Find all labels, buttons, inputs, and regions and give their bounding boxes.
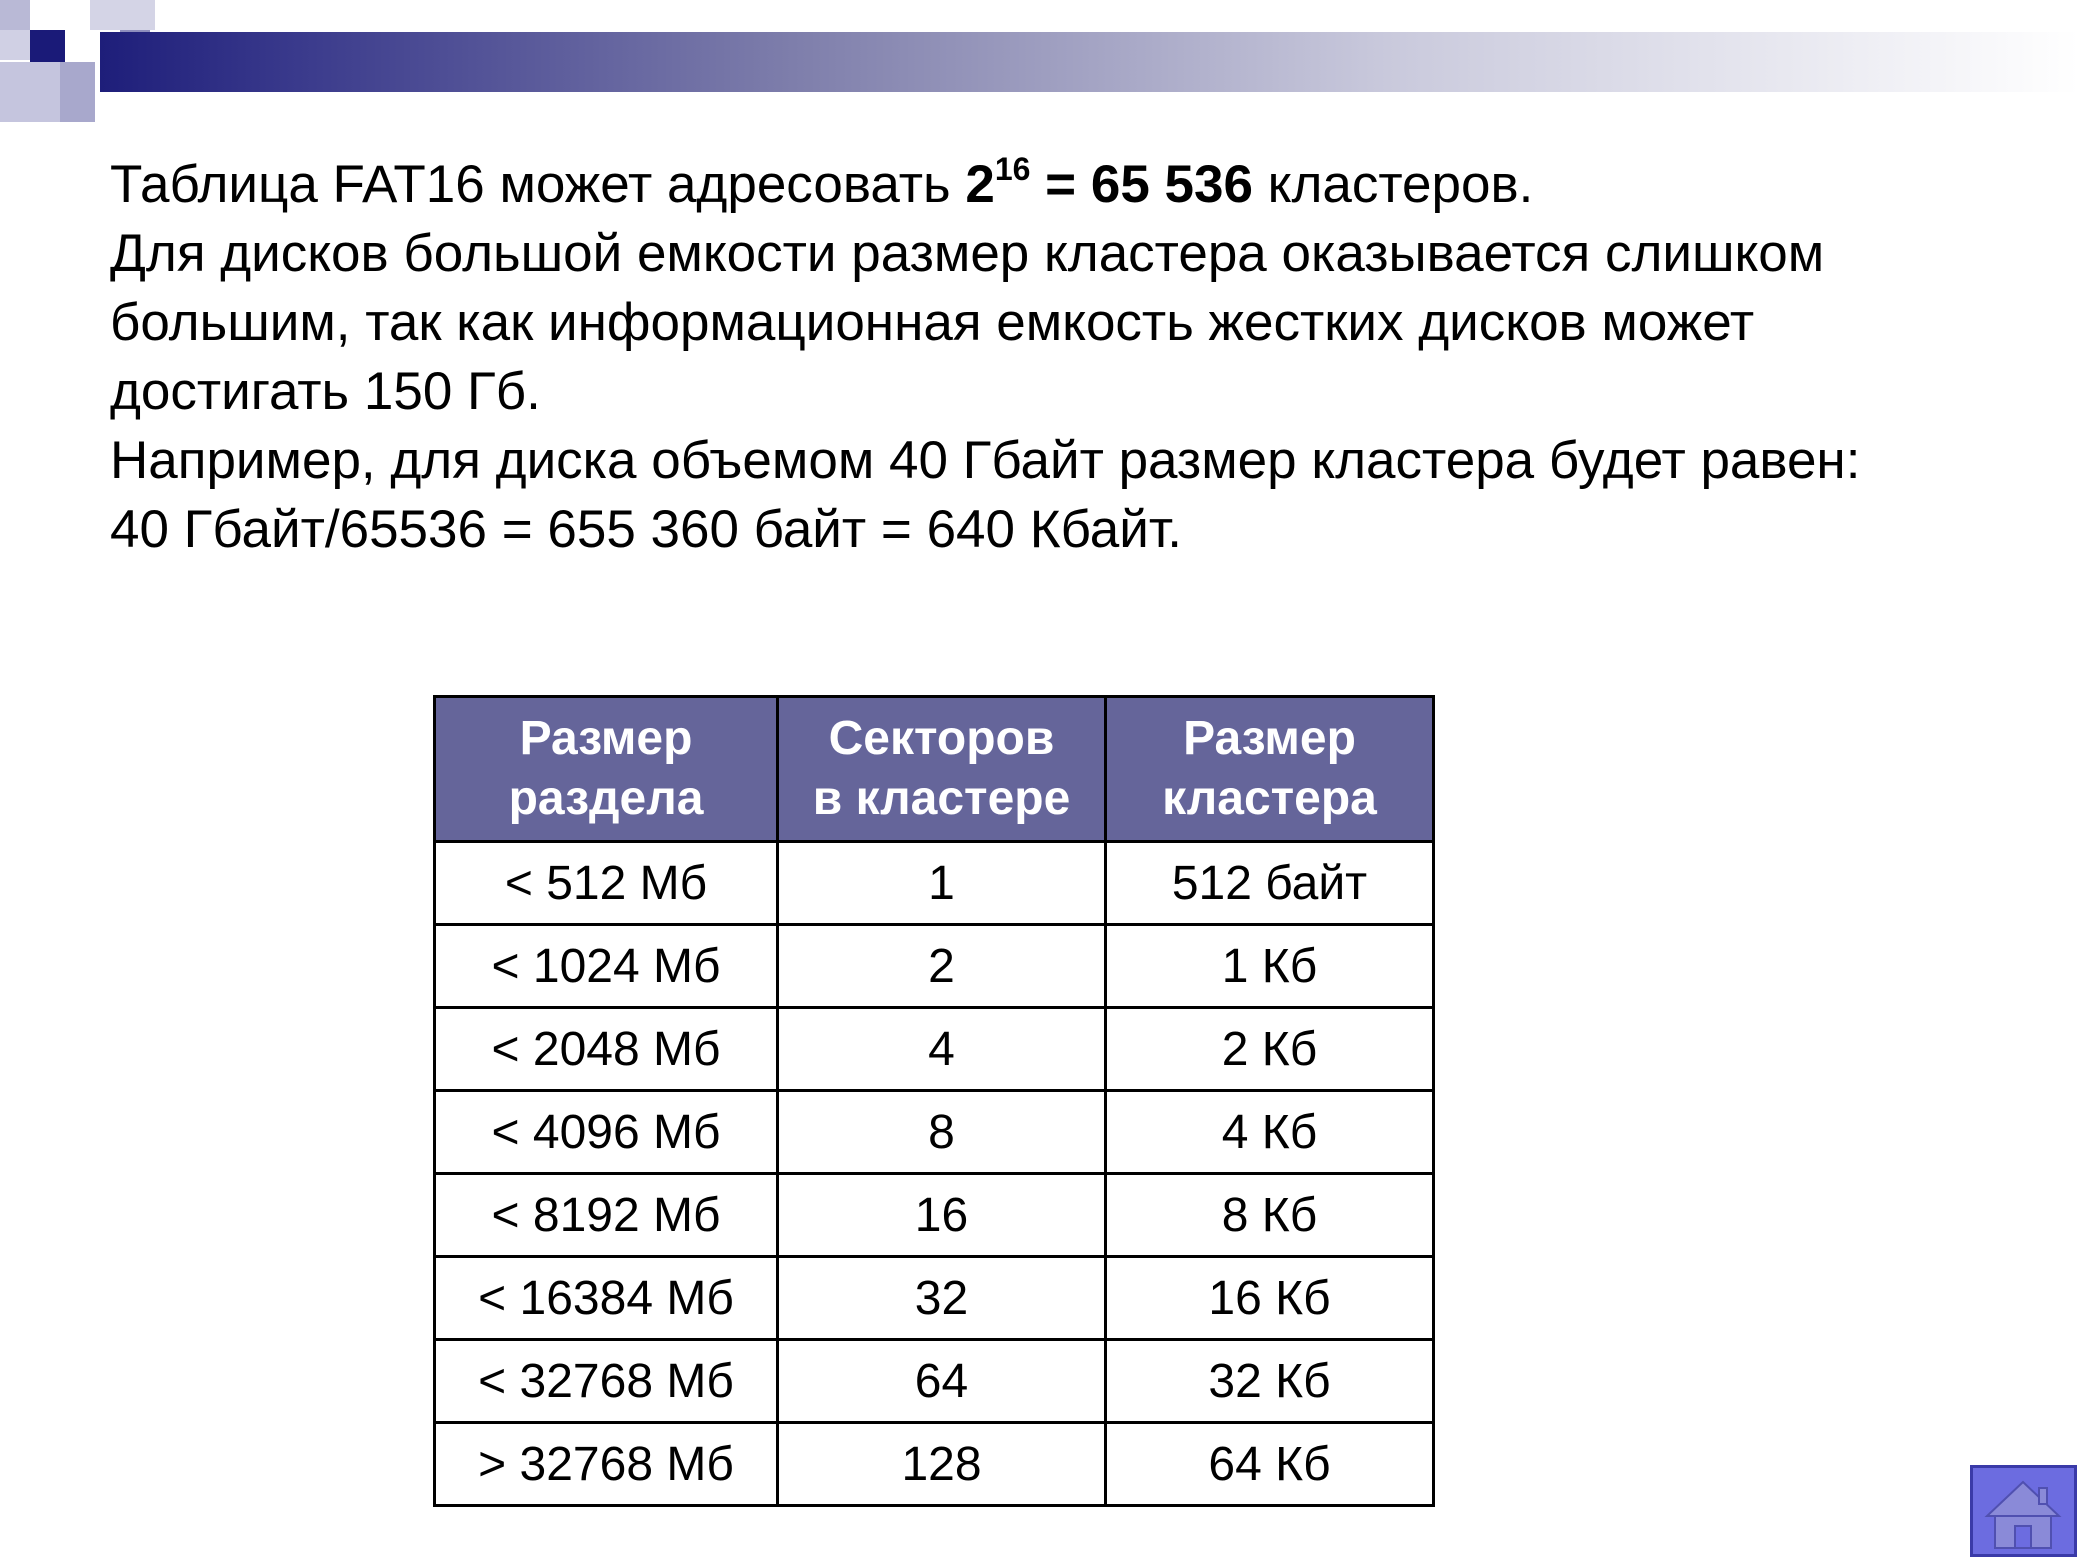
cell-sectors: 8 [778,1091,1106,1174]
cell-partition-size: < 1024 Мб [435,925,778,1008]
text-line-2: Для дисков большой емкости размер кластера оказывается слишком [110,224,1825,283]
cell-cluster-size: 512 байт [1106,842,1434,925]
cell-cluster-size: 8 Кб [1106,1174,1434,1257]
cell-sectors: 128 [778,1423,1106,1506]
home-button[interactable] [1970,1465,2077,1557]
table-row [435,1423,1434,1506]
text-line-5: Например, для диска объемом 40 Гбайт размер кластера будет равен: [110,431,1861,490]
header-gradient-bar [100,32,2079,92]
header-decoration-square-5 [30,30,65,62]
header-sectors-per-cluster [778,697,1106,842]
formula-result: = 65 536 [1030,155,1253,214]
text-line1-after: кластеров. [1252,155,1534,214]
text-line1-before: Таблица FAT16 может адресовать [110,155,966,214]
table-row [435,1257,1434,1340]
cell-cluster-size: 4 Кб [1106,1091,1434,1174]
text-line-3: большим, так как информационная емкость жестких дисков может [110,293,1755,352]
text-line-fat16 [110,150,2030,219]
header-label: раздела [508,772,704,825]
cell-cluster-size: 2 Кб [1106,1008,1434,1091]
header-decoration-square-4 [0,30,30,60]
cell-partition-size: < 32768 Мб [435,1340,778,1423]
text-line-6: 40 Гбайт/65536 = 655 360 байт = 640 Кбайт. [110,500,1182,559]
table-row [435,842,1434,925]
cell-cluster-size: 64 Кб [1106,1423,1434,1506]
header-decoration-square-1 [0,0,30,30]
cell-cluster-size: 32 Кб [1106,1340,1434,1423]
cell-partition-size: > 32768 Мб [435,1423,778,1506]
table-row [435,1091,1434,1174]
header-label: Размер [519,712,693,765]
cell-cluster-size: 1 Кб [1106,925,1434,1008]
cell-sectors: 16 [778,1174,1106,1257]
slide-text [110,150,2030,564]
header-decoration-square-8 [60,62,95,122]
header-label: Секторов [828,712,1055,765]
cell-partition-size: < 2048 Мб [435,1008,778,1091]
table-row [435,1340,1434,1423]
table-header-row [435,697,1434,842]
header-partition-size [435,697,778,842]
header-decoration-square-3 [90,0,155,30]
home-icon [1973,1468,2074,1554]
header-cluster-size [1106,697,1434,842]
header-decoration-square-7 [0,62,60,122]
header-label: кластера [1162,772,1377,825]
cell-partition-size: < 8192 Мб [435,1174,778,1257]
cluster-size-table [433,695,1435,1507]
cell-partition-size: < 512 Мб [435,842,778,925]
text-line-4: достигать 150 Гб. [110,362,541,421]
header-decoration-square-2 [30,0,60,30]
cell-sectors: 32 [778,1257,1106,1340]
cell-sectors: 2 [778,925,1106,1008]
header-label: Размер [1183,712,1356,765]
header-decoration-square-6 [65,30,100,62]
cell-sectors: 1 [778,842,1106,925]
formula-exponent: 16 [994,151,1031,187]
formula-base: 2 [965,155,995,214]
cell-cluster-size: 16 Кб [1106,1257,1434,1340]
header-label: в кластере [812,772,1071,825]
cell-sectors: 64 [778,1340,1106,1423]
formula [965,151,1253,214]
table-row [435,1174,1434,1257]
table-row [435,1008,1434,1091]
cell-partition-size: < 4096 Мб [435,1091,778,1174]
table-row [435,925,1434,1008]
cell-partition-size: < 16384 Мб [435,1257,778,1340]
cell-sectors: 4 [778,1008,1106,1091]
